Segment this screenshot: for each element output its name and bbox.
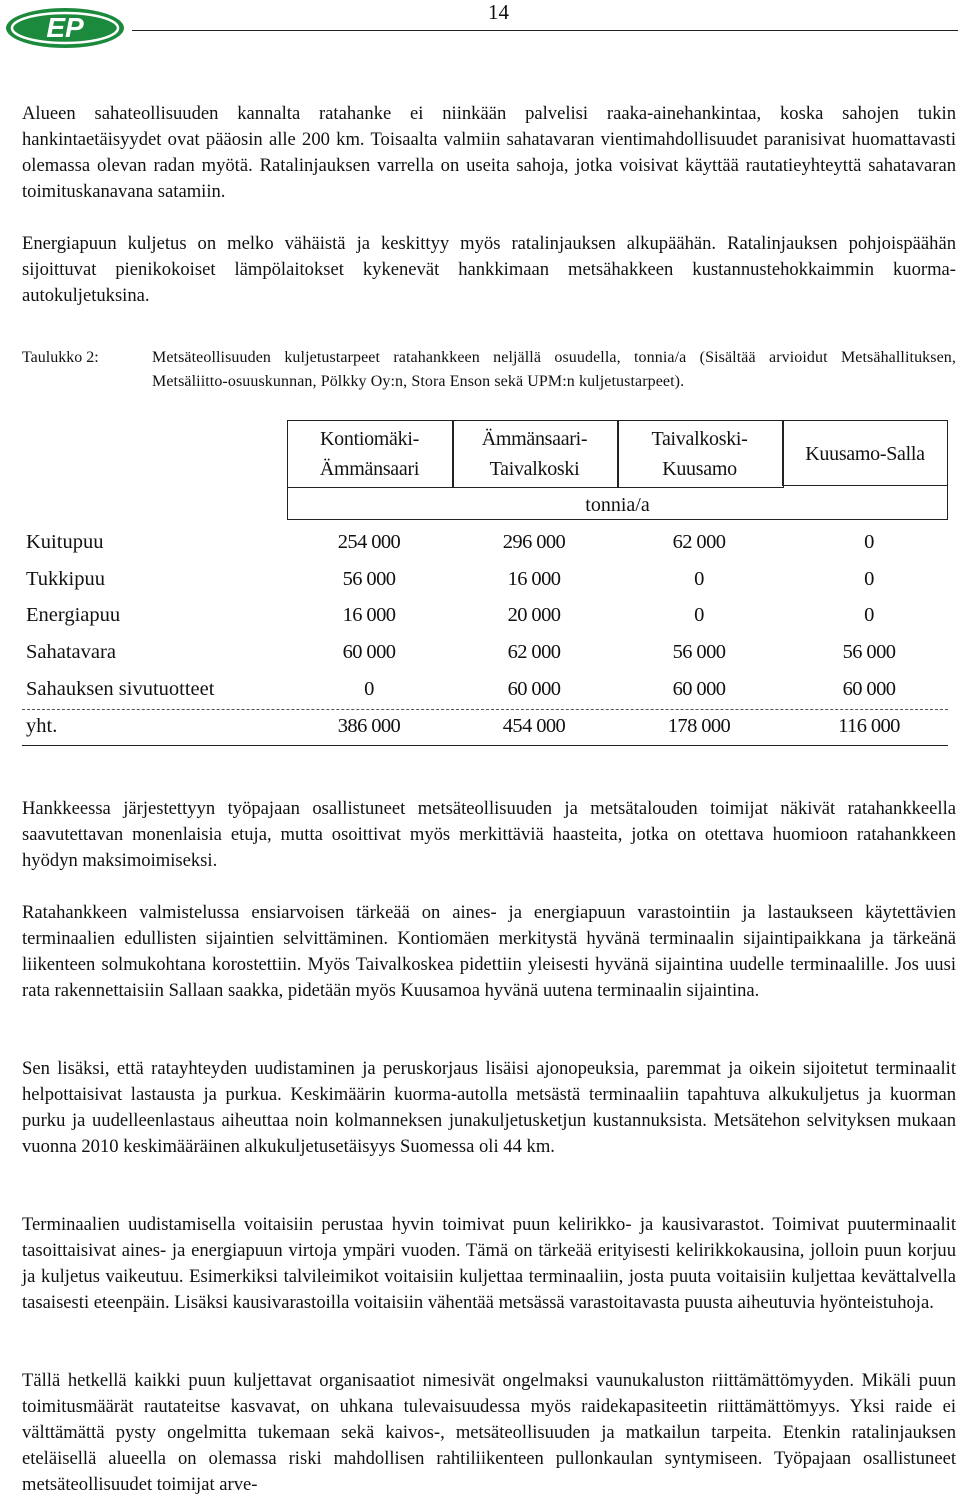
paragraph: Energiapuun kuljetus on melko vähäistä ja keskittyy myös ratalinjauksen alkupäähän. Ratalinjauksen pohjoispäähän sijoittuvat pienikokoiset lämpölaitokset kykenevät hankkimaan metsähakkeen kustannustehokkaimmin kuorma-autokuljetuksina. — [22, 233, 956, 306]
column-header-line: Kuusamo — [662, 458, 737, 480]
row-label: Tukkipuu — [26, 567, 105, 590]
paragraph: Ratahankkeen valmistelussa ensiarvoisen tärkeää on aines- ja energiapuun varastointiin ja lastaukseen käytettävien terminaalien edullisten sijaintien selvittäminen. Kontiomäen merkitystä hyvänä terminaalin sijaintipaikkana ja tärkeänä liikenteen solmukohtana korostettiin. Myös Taivalkoskea pidettiin yleisesti hyvänä sijaintina uudelle terminaalille. Jos uusi rata rakennettaisiin Sallaan saakka, pidetään myös Kuusamoa hyvänä uutena terminaalin sijaintina. — [22, 902, 956, 1001]
paragraph: Tällä hetkellä kaikki puun kuljettavat organisaatiot nimesivät ongelmaksi vaunukaluston riittämättömyyden. Mikäli puun toimitusmäärät rautateitse kasvavat, on uhkana tulevaisuudessa myös raidekapasiteetin riittämättömyys. Yksi raide ei välttämättä pysty ongelmitta tukemaan sekä kaivos-, metsäteollisuuden ja matkailun tarpeita. Etenkin ratalinjauksen eteläisellä alueella on olemassa riski mahdollisen rahtiliikenteen pullonkaulan syntymiseen. Työpajaan osallistuneet metsäteollisuudet toimijat arve- — [22, 1370, 956, 1495]
table-cell: 0 — [694, 604, 704, 627]
table-cell: 178 000 — [667, 714, 731, 737]
table-cell: 0 — [364, 677, 374, 700]
paragraph: Hankkeessa järjestettyyn työpajaan osallistuneet metsäteollisuuden ja metsätalouden toimijat näkivät ratahankkeella saavutettavan monenlaisia etuja, mutta osoittivat myös merkittäviä haasteita, jotka on otettava huomioon ratahankkeen hyödyn maksimoimiseksi. — [22, 798, 956, 871]
ep-logo — [4, 6, 126, 50]
table-cell: 16 000 — [507, 567, 561, 590]
table-cell: 20 000 — [507, 604, 561, 627]
table-caption-text: Metsäteollisuuden kuljetustarpeet ratahankkeen neljällä osuudella, tonnia/a (Sisältää arvioidut Metsähallituksen, Metsäliitto-osuuskunnan, Pölkky Oy:n, Stora Enson sekä UPM:n kuljetustarpeet). — [152, 349, 956, 390]
table-cell: 60 000 — [342, 641, 396, 664]
table-cell: 56 000 — [842, 641, 896, 664]
table-cell: 62 000 — [507, 641, 561, 664]
table-cell: 454 000 — [502, 714, 566, 737]
column-header — [782, 439, 948, 469]
column-header — [287, 424, 452, 484]
column-header-line: Ämmänsaari- — [481, 428, 588, 450]
table-cell: 0 — [864, 604, 874, 627]
table-cell: 386 000 — [337, 714, 401, 737]
table-cell: 296 000 — [502, 531, 566, 553]
table-row — [22, 634, 948, 670]
column-header-line: Ämmänsaari — [319, 458, 420, 480]
column-header-line: Taivalkoski- — [651, 428, 748, 450]
paragraph: Alueen sahateollisuuden kannalta ratahanke ei niinkään palvelisi raaka-ainehankintaa, koska sahojen tukin hankintaetäisyydet ovat pääosin alle 200 km. Toisaalta valmiin sahatavaran vientimahdollisuudet paranisivat huomattavasti olemassa olevan radan myötä. Ratalinjauksen varrella on useita sahoja, jotka voisivat käyttää rautatieyhteyttä sahatavaran toimituskanavana satamiin. — [22, 103, 956, 202]
table-row — [22, 524, 948, 560]
table-row — [22, 597, 948, 633]
table-cell: 60 000 — [672, 677, 726, 700]
paragraph: Terminaalien uudistamisella voitaisiin perustaa hyvin toimivat puun kelirikko- ja kausivarastot. Toimivat puuterminaalit tasoittaisivat aines- ja energiapuun virtoja ympäri vuoden. Tämä on tärkeää erityisesti kelirikkokausina, jolloin puun korjuu ja kuljetus vaikeutuu. Esimerkiksi talvileimikot voitaisiin kuljettaa terminaaliin, josta puuta voitaisiin kuljettaa kevättalvella tasaisesti eteenpäin. Lisäksi kausivarastoilla voitaisiin vähentää metsässä varastoitavasta puusta aiheutuvia hyönteistuhoja. — [22, 1214, 956, 1313]
column-header-line: Kontiomäki- — [320, 428, 419, 450]
paragraph: Sen lisäksi, että ratayhteyden uudistaminen ja peruskorjaus lisäisi ajonopeuksia, paremmat ja oikein sijoitetut terminaalit helpottaisivat lastausta ja purkua. Keskimäärin kuorma-autolla metsästä terminaaliin tapahtuva alkukuljetus ja kuorman purku ja uudelleenlastaus aiheuttaa noin kolmanneksen junakuljetusketjun kustannuksista. Metsätehon selvityksen mukaan vuonna 2010 keskimääräinen alkukuljetusetäisyys Suomessa oli 44 km. — [22, 1058, 956, 1157]
table-cell: 60 000 — [507, 677, 561, 700]
table-row — [22, 561, 948, 597]
row-label: Kuitupuu — [26, 531, 104, 553]
table-cell: 0 — [864, 567, 874, 590]
table-row — [22, 708, 948, 744]
row-label: yht. — [26, 714, 58, 737]
row-label: Sahatavara — [26, 641, 116, 664]
table-cell: 60 000 — [842, 677, 896, 700]
table-cell: 254 000 — [337, 531, 401, 553]
column-header-line: Kuusamo-Salla — [805, 443, 925, 465]
table-cell: 0 — [864, 531, 874, 553]
column-header — [452, 424, 617, 484]
column-header-line: Taivalkoski — [489, 458, 580, 480]
table-caption-label: Taulukko 2: — [22, 349, 99, 366]
table-cell: 116 000 — [838, 714, 900, 737]
table-cell: 0 — [694, 567, 704, 590]
table-cell: 56 000 — [672, 641, 726, 664]
column-header — [617, 424, 782, 484]
unit-label: tonnia/a — [585, 494, 650, 516]
table-cell: 62 000 — [672, 531, 726, 553]
table-cell: 16 000 — [342, 604, 396, 627]
table-bottom-rule — [22, 745, 948, 746]
table-row — [22, 671, 948, 707]
header-rule — [132, 30, 958, 31]
total-separator — [22, 709, 948, 710]
row-label: Sahauksen sivutuotteet — [26, 677, 215, 700]
table-cell: 56 000 — [342, 567, 396, 590]
page-number: 14 — [488, 0, 509, 24]
logo-text: EP — [46, 12, 84, 43]
transport-table — [22, 420, 948, 742]
row-label: Energiapuu — [26, 604, 121, 627]
